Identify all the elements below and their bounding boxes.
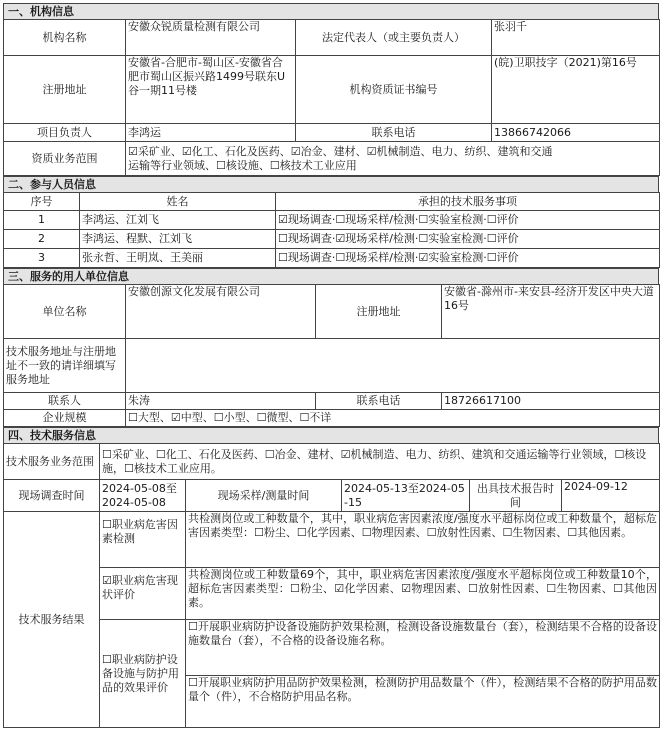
- qual-scope-value: [126, 142, 660, 176]
- company-size-value: ☐大型、☑中型、☐小型、☐微型、☐不详: [126, 410, 660, 427]
- staff-row: [4, 230, 660, 249]
- org-address-label: 注册地址: [4, 56, 126, 124]
- legal-rep-label: 法定代表人（或主要负责人）: [296, 20, 492, 56]
- staff-no: 2: [4, 230, 80, 249]
- section-2-title: 二、参与人员信息: [3, 176, 659, 192]
- section-3-title: 三、服务的用人单位信息: [3, 268, 659, 284]
- project-lead-value: 李鸿运: [126, 124, 296, 142]
- result-item-label: ☐职业病危害因素检测: [100, 512, 186, 568]
- client-phone-label: 联系电话: [316, 393, 442, 410]
- section-4-title: 四、技术服务信息: [3, 427, 659, 443]
- staff-names: 李鸿运、程默、江刘飞: [80, 230, 276, 249]
- org-name-value: 安徽众锐质量检测有限公司: [126, 20, 296, 56]
- staff-no: 3: [4, 249, 80, 268]
- equipment-test-text: ☐开展职业病防护设备设施防护效果检测，检测设备设施数量台（套），检测结果不合格的设备设施数量台（套），不合格的设备设施名称。: [186, 620, 660, 676]
- org-phone-value: 13866742066: [492, 124, 660, 142]
- staff-row: [4, 249, 660, 268]
- client-phone-value: 18726617100: [442, 393, 660, 410]
- org-info-table: [3, 19, 660, 176]
- qual-scope-line-1: ☑采矿业、☑化工、石化及医药、☑冶金、建材、☑机械制造、电力、纺织、建筑和交通: [128, 144, 553, 158]
- client-contact-value: 朱涛: [126, 393, 316, 410]
- company-size-label: 企业规模: [4, 410, 126, 427]
- staff-tasks: ☐现场调查·☐现场采样/检测·☑实验室检测·☐评价: [276, 249, 660, 268]
- staff-table: [3, 192, 660, 268]
- survey-time-label: 现场调查时间: [4, 480, 100, 512]
- section-1-title: 一、机构信息: [3, 3, 659, 19]
- cert-no-value: (皖)卫职技字（2021)第16号: [492, 56, 660, 124]
- col-header-name: 姓名: [80, 193, 276, 211]
- result-item-label: ☑职业病危害现状评价: [100, 568, 186, 620]
- service-address-label: 技术服务地址与注册地址不一致的请详细填写服务地址: [4, 339, 126, 393]
- ppe-test-text: ☐开展职业病防护用品防护效果检测，检测防护用品数量个（件），检测结果不合格的防护用品数量个（件），不合格防护用品名称。: [186, 676, 660, 728]
- col-header-task: 承担的技术服务事项: [276, 193, 660, 211]
- org-phone-label: 联系电话: [296, 124, 492, 142]
- staff-no: 1: [4, 211, 80, 230]
- project-lead-label: 项目负责人: [4, 124, 126, 142]
- service-table: [3, 443, 660, 728]
- client-address-label: 注册地址: [316, 285, 442, 339]
- client-name-value: 安徽创源文化发展有限公司: [126, 285, 316, 339]
- service-scope-value: ☐采矿业、☐化工、石化及医药、☐冶金、建材、☑机械制造、电力、纺织、建筑和交通运输等行业领域，☐核设施，☐核技术工业应用。: [100, 444, 660, 480]
- client-contact-label: 联系人: [4, 393, 126, 410]
- qual-scope-line-2: 运输等行业领域、☐核设施、☐核技术工业应用: [128, 158, 357, 172]
- protection-eval-label: ☐职业病防护设备设施与防护用品的效果评价: [100, 620, 186, 728]
- org-address-value: 安徽省-合肥市-蜀山区-安徽省合肥市蜀山区振兴路1499号联东U谷一期11号楼: [126, 56, 296, 124]
- service-scope-label: 技术服务业务范围: [4, 444, 100, 480]
- result-item-text: 共检测岗位或工种数量69个，其中，职业病危害因素浓度/强度水平超标岗位或工种数量10个，超标危害因素类型：☐粉尘、☑化学因素、☑物理因素、☐放射性因素、☐生物因素、☐其他因素。: [186, 568, 660, 620]
- staff-names: 李鸿运、江刘飞: [80, 211, 276, 230]
- service-address-value: [126, 339, 660, 393]
- staff-tasks: ☑现场调查·☐现场采样/检测·☐实验室检测·☐评价: [276, 211, 660, 230]
- sampling-time-value: 2024-05-13至2024-05-15: [342, 480, 470, 512]
- report-sheet: [3, 3, 659, 728]
- org-name-label: 机构名称: [4, 20, 126, 56]
- result-label: 技术服务结果: [4, 512, 100, 728]
- report-time-value: 2024-09-12: [562, 480, 660, 512]
- col-header-no: 序号: [4, 193, 80, 211]
- staff-names: 张永哲、王明岚、王美丽: [80, 249, 276, 268]
- client-name-label: 单位名称: [4, 285, 126, 339]
- qual-scope-label: 资质业务范围: [4, 142, 126, 176]
- result-item-text: 共检测岗位或工种数量个，其中，职业病危害因素浓度/强度水平超标岗位或工种数量个，超标危害因素类型：☐粉尘、☐化学因素、☐物理因素、☐放射性因素、☐生物因素、☐其他因素。: [186, 512, 660, 568]
- report-time-label: 出具技术报告时间: [470, 480, 562, 512]
- cert-no-label: 机构资质证书编号: [296, 56, 492, 124]
- staff-row: [4, 211, 660, 230]
- sampling-time-label: 现场采样/测量时间: [186, 480, 342, 512]
- client-table: [3, 284, 660, 427]
- client-address-value: 安徽省-滁州市-来安县-经济开发区中央大道16号: [442, 285, 660, 339]
- survey-time-value: 2024-05-08至2024-05-08: [100, 480, 186, 512]
- legal-rep-value: 张羽千: [492, 20, 660, 56]
- staff-tasks: ☐现场调查·☑现场采样/检测·☐实验室检测·☐评价: [276, 230, 660, 249]
